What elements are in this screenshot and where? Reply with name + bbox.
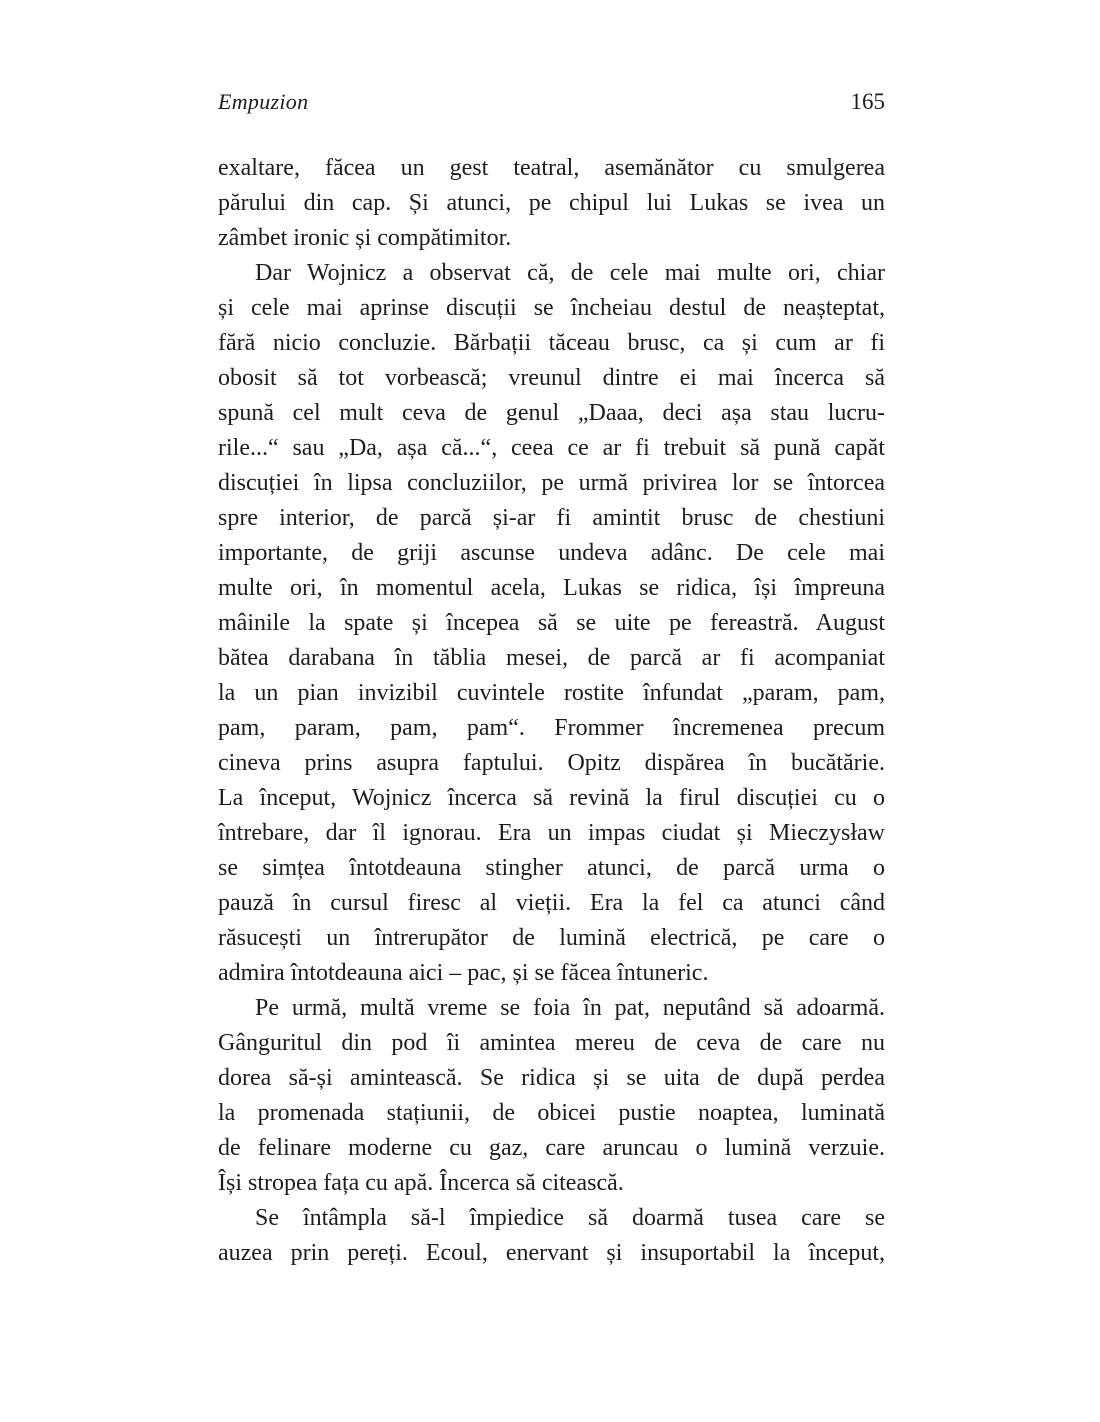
- text-line: mâinile la spate și începea să se uite pe fereastră. August: [218, 610, 885, 636]
- text-line: la promenada stațiunii, de obicei pustie noaptea, luminată: [218, 1100, 885, 1126]
- text-line: zâmbet ironic și compătimitor.: [218, 225, 512, 251]
- text-line: obosit să tot vorbească; vreunul dintre ei mai încerca să: [218, 365, 885, 391]
- text-line: Își stropea fața cu apă. Încerca să citească.: [218, 1170, 624, 1196]
- text-line: pauză în cursul firesc al vieții. Era la fel ca atunci când: [218, 890, 885, 916]
- text-line: importante, de griji ascunse undeva adânc. De cele mai: [218, 540, 885, 566]
- text-block: [218, 151, 885, 1271]
- text-line: fără nicio concluzie. Bărbații tăceau brusc, ca și cum ar fi: [218, 330, 885, 356]
- text-line: întrebare, dar îl ignorau. Era un impas ciudat și Mieczysław: [218, 820, 885, 846]
- text-line: părului din cap. Și atunci, pe chipul lui Lukas se ivea un: [218, 190, 885, 216]
- running-head-book-title: Empuzion: [218, 89, 309, 114]
- text-line: dorea să-și amintească. Se ridica și se uita de după perdea: [218, 1065, 885, 1091]
- text-line: se simțea întotdeauna stingher atunci, de parcă urma o: [218, 855, 885, 881]
- text-line: Se întâmpla să-l împiedice să doarmă tusea care se: [255, 1205, 885, 1231]
- text-line: pam, param, pam, pam“. Frommer încremenea precum: [218, 715, 885, 741]
- text-line: bătea darabana în tăblia mesei, de parcă ar fi acompaniat: [218, 645, 885, 671]
- text-line: Dar Wojnicz a observat că, de cele mai multe ori, chiar: [255, 260, 885, 286]
- running-header: [218, 88, 885, 116]
- text-line: spună cel mult ceva de genul „Daaa, deci așa stau lucru-: [218, 400, 885, 426]
- paragraph: [218, 991, 885, 1201]
- text-line: exaltare, făcea un gest teatral, asemănător cu smulgerea: [218, 155, 885, 181]
- text-line: multe ori, în momentul acela, Lukas se ridica, își împreuna: [218, 575, 885, 601]
- text-line: Pe urmă, multă vreme se foia în pat, neputând să adoarmă.: [255, 995, 885, 1021]
- text-line: și cele mai aprinse discuții se încheiau destul de neașteptat,: [218, 295, 885, 321]
- page-number: 165: [850, 89, 885, 114]
- text-line: răsucești un întrerupător de lumină electrică, pe care o: [218, 925, 885, 951]
- text-line: Gânguritul din pod îi amintea mereu de ceva de care nu: [218, 1030, 885, 1056]
- text-line: admira întotdeauna aici – pac, și se făcea întuneric.: [218, 960, 709, 986]
- paragraph: [218, 256, 885, 991]
- text-line: cineva prins asupra faptului. Opitz dispărea în bucătărie.: [218, 750, 885, 776]
- text-line: la un pian invizibil cuvintele rostite înfundat „param, pam,: [218, 680, 885, 706]
- text-line: auzea prin pereți. Ecoul, enervant și insuportabil la început,: [218, 1240, 885, 1266]
- text-line: de felinare moderne cu gaz, care aruncau o lumină verzuie.: [218, 1135, 885, 1161]
- text-line: spre interior, de parcă și-ar fi amintit brusc de chestiuni: [218, 505, 885, 531]
- text-line: discuției în lipsa concluziilor, pe urmă privirea lor se întorcea: [218, 470, 885, 496]
- paragraph: [218, 1201, 885, 1271]
- paragraph: [218, 151, 885, 256]
- text-line: rile...“ sau „Da, așa că...“, ceea ce ar fi trebuit să pună capăt: [218, 435, 885, 461]
- text-line: La început, Wojnicz încerca să revină la firul discuției cu o: [218, 785, 885, 811]
